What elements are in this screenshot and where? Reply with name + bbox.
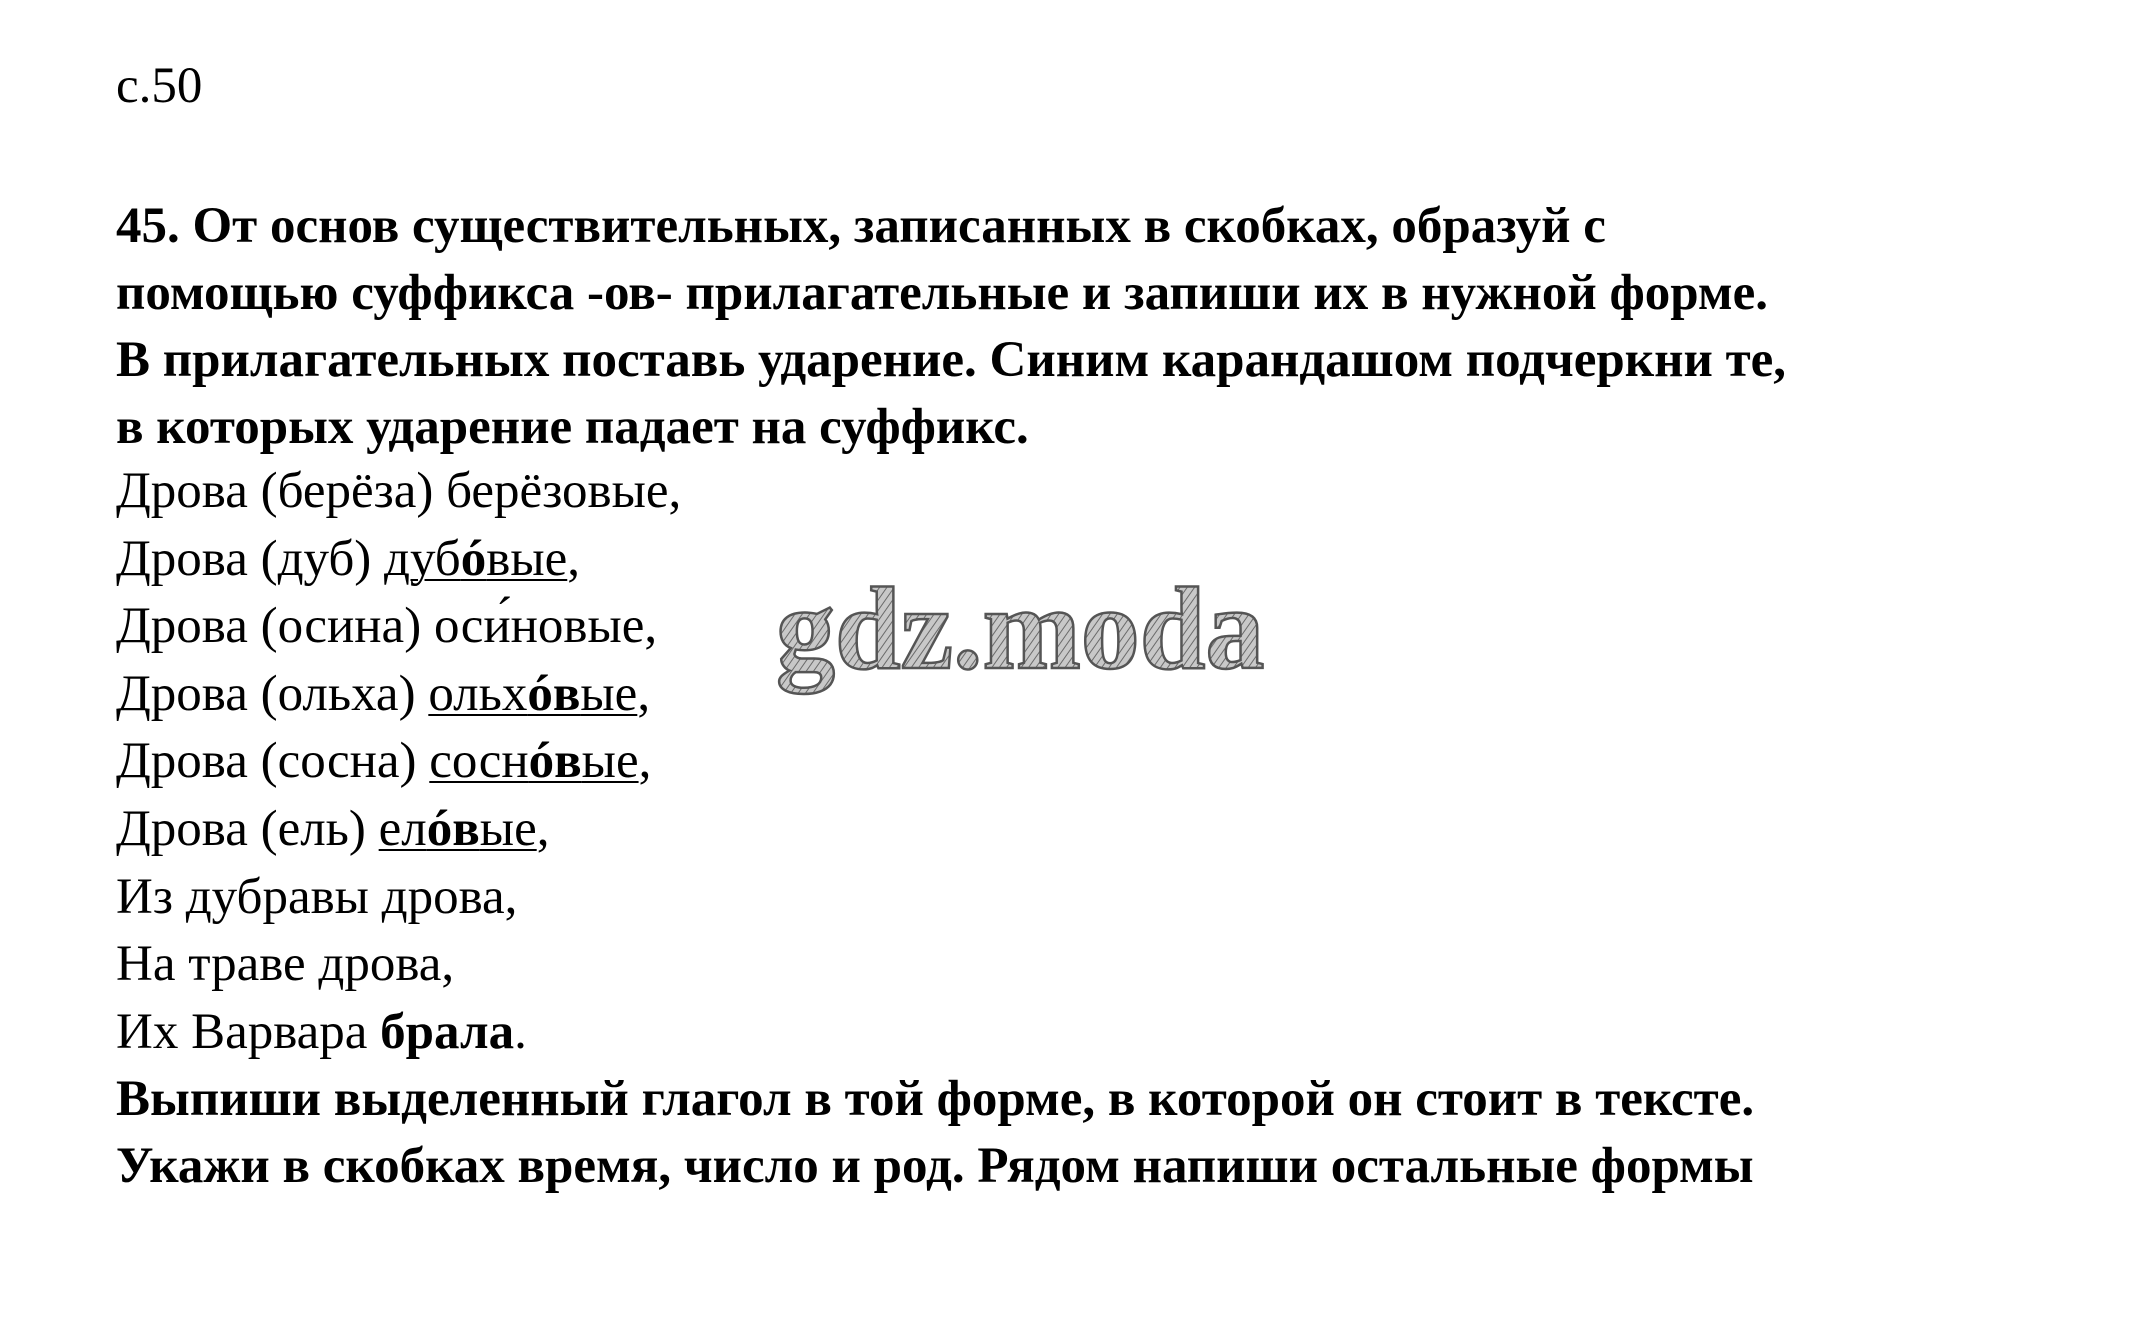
answer-line: Дрова (дуб) дубóвые, — [116, 530, 580, 587]
task-line: помощью суффикса -ов- прилагательные и запиши их в нужной форме. — [116, 265, 1768, 321]
underlined-word: соснóвые — [429, 733, 639, 790]
watermark-logo — [768, 568, 1388, 708]
page-number: с.50 — [116, 58, 203, 114]
task-2-instructions — [116, 1066, 2116, 1200]
poem-line: Из дубравы дрова, — [116, 868, 518, 925]
task-line: 45. От основ существительных, записанных в скобках, образуй с — [116, 198, 1606, 254]
answer-line: Дрова (берёза) берёзовые, — [116, 463, 682, 519]
highlighted-verb: брала — [380, 1003, 515, 1060]
task2-line: Выпиши выделенный глагол в той форме, в которой он стоит в тексте. — [116, 1071, 1755, 1127]
task-line: В прилагательных поставь ударение. Синим карандашом подчеркни те, — [116, 332, 1787, 388]
answer-line: Дрова (сосна) соснóвые, — [116, 733, 652, 790]
task-line: в которых ударение падает на суффикс. — [116, 399, 1029, 455]
underlined-word: елóвые — [378, 800, 537, 857]
watermark-text: gdz.moda — [776, 568, 1265, 694]
poem-line: На траве дрова, — [116, 936, 455, 993]
answer-line: Дрова (ель) елóвые, — [116, 800, 550, 857]
underlined-word: ольхóвые — [428, 665, 638, 722]
task-45-instructions — [116, 193, 2116, 461]
answer-line: Дрова (ольха) ольхóвые, — [116, 665, 651, 722]
poem-line: Их Варвара брала. — [116, 1003, 527, 1060]
underlined-word: дубóвые — [384, 530, 568, 587]
task2-line: Укажи в скобках время, число и род. Рядом напиши остальные формы — [116, 1138, 1754, 1194]
answer-line: Дрова (осина) оси́новые, — [116, 598, 658, 655]
answers-list — [116, 458, 2116, 1066]
